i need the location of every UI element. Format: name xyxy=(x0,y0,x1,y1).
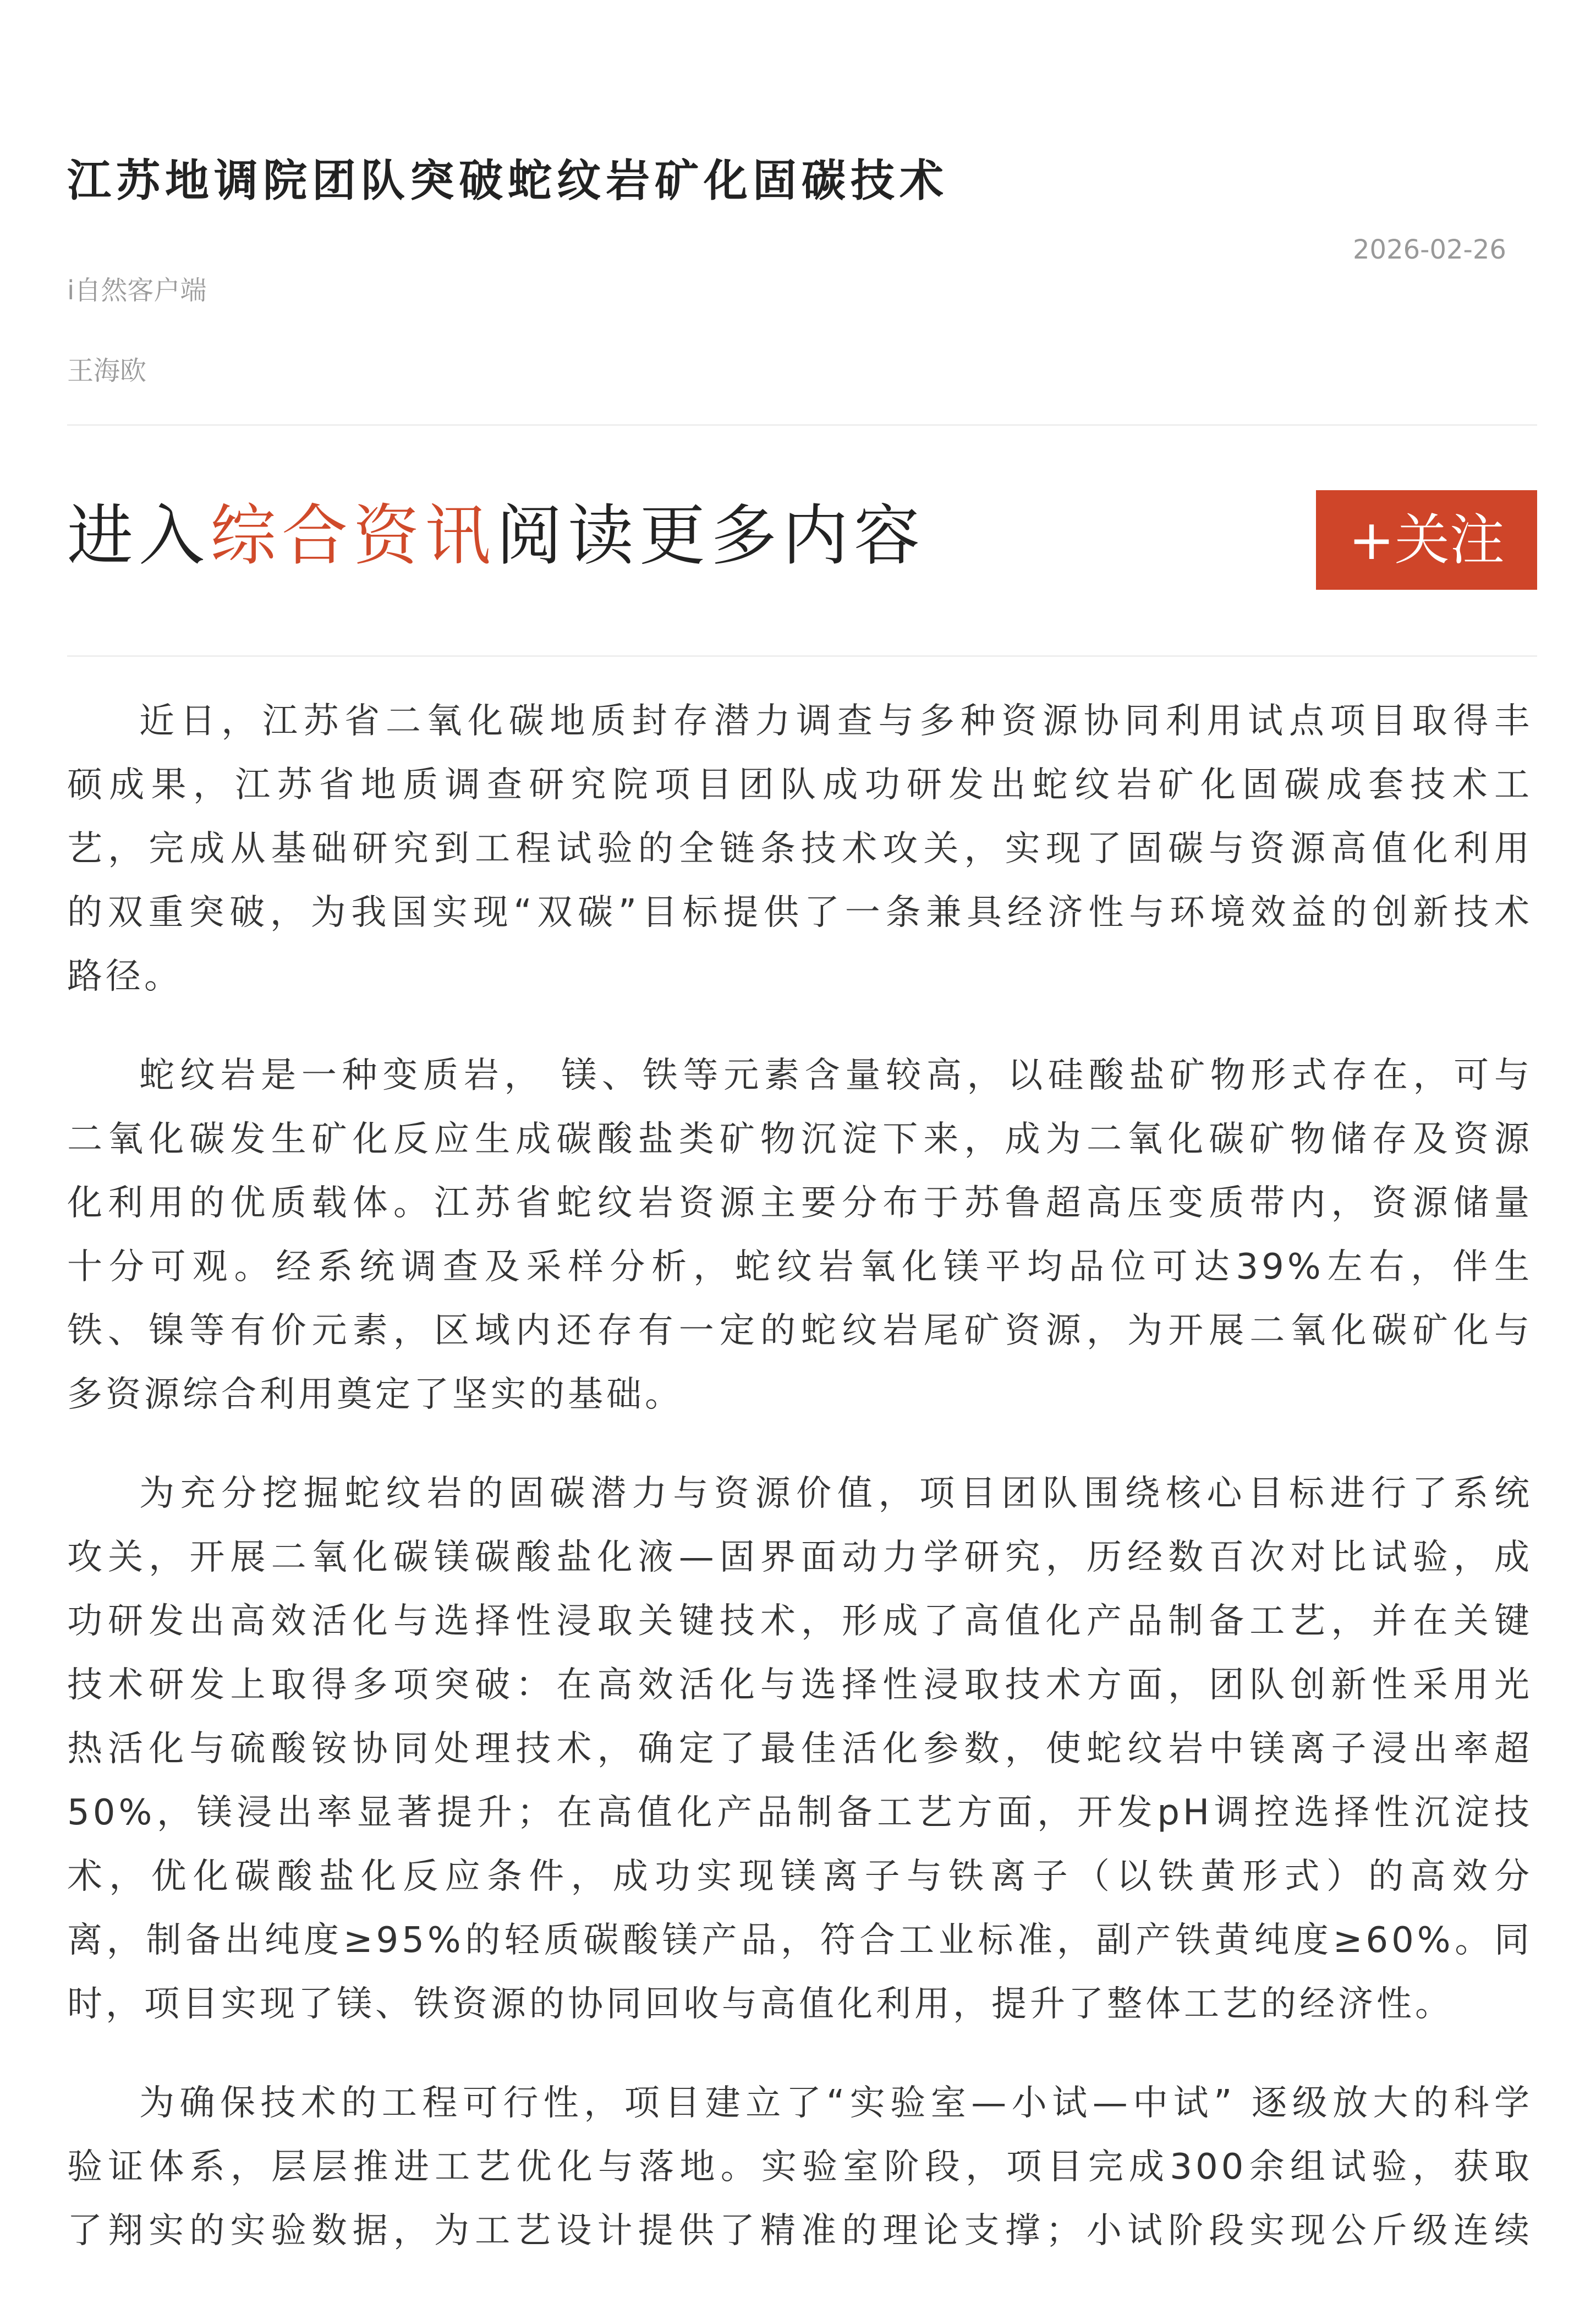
text-line: 多资源综合利用奠定了坚实的基础。 xyxy=(67,1374,683,1415)
text-line: 硕成果，江苏省地质调查研究院项目团队成功研发出蛇纹岩矿化固碳成套技术工 xyxy=(67,765,1533,805)
article-title: 江苏地调院团队突破蛇纹岩矿化固碳技术 xyxy=(67,155,948,206)
article-source[interactable]: i自然客户端 xyxy=(67,275,207,306)
follow-button[interactable]: +关注 xyxy=(1316,490,1537,590)
divider xyxy=(67,424,1537,426)
text-line: 功研发出高效活化与选择性浸取关键技术，形成了高值化产品制备工艺，并在关键 xyxy=(67,1601,1533,1642)
text-line: 蛇纹岩是一种变质岩， 镁、铁等元素含量较高，以硅酸盐矿物形式存在，可与 xyxy=(139,1055,1533,1096)
text-line: 二氧化碳发生矿化反应生成碳酸盐类矿物沉淀下来，成为二氧化碳矿物储存及资源 xyxy=(67,1119,1533,1160)
text-line: 十分可观。经系统调查及采样分析，蛇纹岩氧化镁平均品位可达39%左右，伴生 xyxy=(67,1247,1533,1287)
paragraph xyxy=(67,1462,1533,2036)
text-line: 攻关，开展二氧化碳镁碳酸盐化液—固界面动力学研究，历经数百次对比试验，成 xyxy=(67,1537,1533,1578)
promo-prefix: 进入 xyxy=(67,498,210,574)
promo-suffix: 阅读更多内容 xyxy=(496,498,925,574)
text-line: 艺，完成从基础研究到工程试验的全链条技术攻关，实现了固碳与资源高值化利用 xyxy=(67,829,1533,869)
text-line: 离，制备出纯度≥95%的轻质碳酸镁产品，符合工业标准，副产铁黄纯度≥60%。同 xyxy=(67,1920,1533,1961)
text-line: 近日，江苏省二氧化碳地质封存潜力调查与多种资源协同利用试点项目取得丰 xyxy=(139,701,1533,742)
paragraph xyxy=(67,689,1533,1008)
text-line: 了翔实的实验数据，为工艺设计提供了精准的理论支撑；小试阶段实现公斤级连续 xyxy=(67,2211,1533,2251)
text-line: 路径。 xyxy=(67,956,183,997)
promo-banner[interactable] xyxy=(67,498,925,575)
text-line: 时，项目实现了镁、铁资源的协同回收与高值化利用，提升了整体工艺的经济性。 xyxy=(67,1984,1454,2025)
channel-link[interactable]: 综合资讯 xyxy=(210,498,496,574)
text-line: 50%，镁浸出率显著提升；在高值化产品制备工艺方面，开发pH调控选择性沉淀技 xyxy=(67,1792,1533,1833)
article-body xyxy=(67,689,1533,2298)
paragraph xyxy=(67,2071,1533,2263)
text-line: 为充分挖掘蛇纹岩的固碳潜力与资源价值，项目团队围绕核心目标进行了系统 xyxy=(139,1473,1533,1514)
text-line: 铁、镍等有价元素，区域内还存有一定的蛇纹岩尾矿资源，为开展二氧化碳矿化与 xyxy=(67,1310,1533,1351)
text-line: 术，优化碳酸盐化反应条件，成功实现镁离子与铁离子（以铁黄形式）的高效分 xyxy=(67,1856,1533,1897)
publish-date: 2026-02-26 xyxy=(1353,234,1506,265)
text-line: 技术研发上取得多项突破：在高效活化与选择性浸取技术方面，团队创新性采用光 xyxy=(67,1665,1533,1705)
text-line: 化利用的优质载体。江苏省蛇纹岩资源主要分布于苏鲁超高压变质带内，资源储量 xyxy=(67,1183,1533,1224)
text-line: 为确保技术的工程可行性，项目建立了“实验室—小试—中试” 逐级放大的科学 xyxy=(139,2083,1533,2124)
text-line: 的双重突破，为我国实现“双碳”目标提供了一条兼具经济性与环境效益的创新技术 xyxy=(67,892,1533,933)
article-author: 王海欧 xyxy=(67,355,147,386)
divider xyxy=(67,655,1537,657)
paragraph xyxy=(67,1044,1533,1427)
text-line: 验证体系，层层推进工艺优化与落地。实验室阶段，项目完成300余组试验，获取 xyxy=(67,2147,1533,2187)
text-line: 热活化与硫酸铵协同处理技术，确定了最佳活化参数，使蛇纹岩中镁离子浸出率超 xyxy=(67,1729,1533,1769)
